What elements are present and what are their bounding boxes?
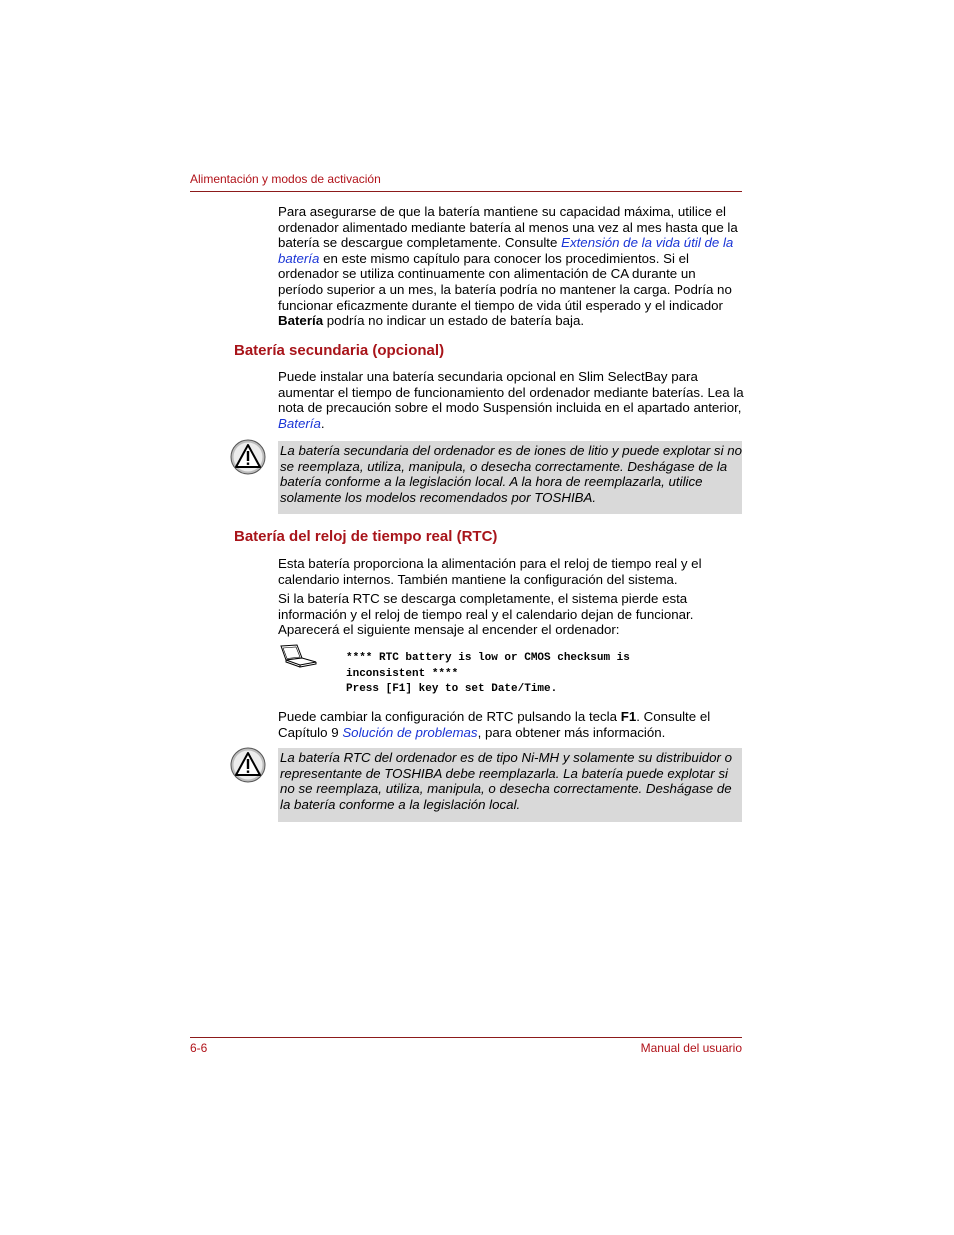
laptop-icon (278, 644, 318, 668)
warning-icon (230, 439, 266, 475)
p3-text-2: . Consulte el Capítulo 9 (278, 709, 711, 740)
code-line-1: **** RTC battery is low or CMOS checksum is (346, 652, 630, 664)
warning-icon (230, 747, 266, 783)
secondary-end: . (320, 415, 325, 431)
code-line-3: Press [F1] key to set Date/Time. (346, 683, 558, 695)
intro-text-2: en este mismo capítulo para conocer los procedimientos. Si el ordenador se utiliza continuamente con alimentación de CA durante un período superior a un mes, la batería podría no mantener la carga. Podría no funcionar eficazmente durante el tiempo de vida útil esperado y el indicador (278, 250, 732, 313)
link-troubleshooting[interactable]: Solución de problemas (342, 724, 478, 740)
rtc-paragraph-2: Si la batería RTC se descarga completamente, el sistema pierde esta información y el reloj de tiempo real y el calendario dejan de funcionar. Aparecerá el siguiente mensaje al encender el ordenador: (278, 591, 694, 638)
footer-rule (190, 1037, 742, 1038)
intro-bold: Batería (278, 313, 324, 329)
link-battery-life[interactable]: Extensión de la vida útil de la batería (278, 235, 734, 266)
p3-bold-key: F1 (620, 709, 637, 724)
intro-paragraph (278, 204, 744, 329)
section-heading-secondary-battery: Batería secundaria (opcional) (234, 342, 445, 359)
intro-text-1: Para asegurarse de que la batería mantiene su capacidad máxima, utilice el ordenador alimentado mediante batería al menos una vez al mes hasta que la batería se descargue completamente. Consulte (278, 204, 738, 251)
intro-text-3: podría no indicar un estado de batería baja. (323, 313, 585, 329)
running-header: Alimentación y modos de activación (190, 172, 381, 186)
secondary-battery-paragraph (278, 369, 744, 431)
link-bateria[interactable]: Batería (278, 415, 321, 431)
caution-rtc-battery: La batería RTC del ordenador es de tipo Ni-MH y solamente su distribuidor o representante de TOSHIBA debe reemplazarla. La batería puede explotar si no se reemplaza, utiliza, manipula, o desecha correctamente. Deshágase de la batería conforme a la legislación local. (278, 748, 742, 822)
caution-secondary-battery: La batería secundaria del ordenador es de iones de litio y puede explotar si no se reemplaza, utiliza, manipula, o desecha correctamente. Deshágase de la batería conforme a la legislación local. A la hora de reemplazarla, utilice solamente los modelos recomendados por TOSHIBA. (278, 441, 742, 514)
footer-title: Manual del usuario (640, 1041, 742, 1055)
page-number: 6-6 (190, 1041, 208, 1055)
code-line-2: inconsistent **** (346, 667, 459, 680)
rtc-paragraph-1: Esta batería proporciona la alimentación para el reloj de tiempo real y el calendario internos. También mantiene la configuración del sistema. (278, 556, 702, 587)
secondary-text: Puede instalar una batería secundaria opcional en Slim SelectBay para aumentar el tiempo de funcionamiento del ordenador mediante baterías. Lea la nota de precaución sobre el modo Suspensión incluida en el apartado anterior, (278, 369, 744, 416)
rtc-paragraph-3 (278, 709, 744, 740)
p3-text-1: Puede cambiar la configuración de RTC pulsando la tecla (278, 709, 621, 724)
section-heading-rtc-battery: Batería del reloj de tiempo real (RTC) (234, 528, 498, 545)
header-rule (190, 191, 742, 192)
p3-text-3: , para obtener más información. (477, 724, 666, 740)
rtc-error-message (346, 651, 630, 698)
